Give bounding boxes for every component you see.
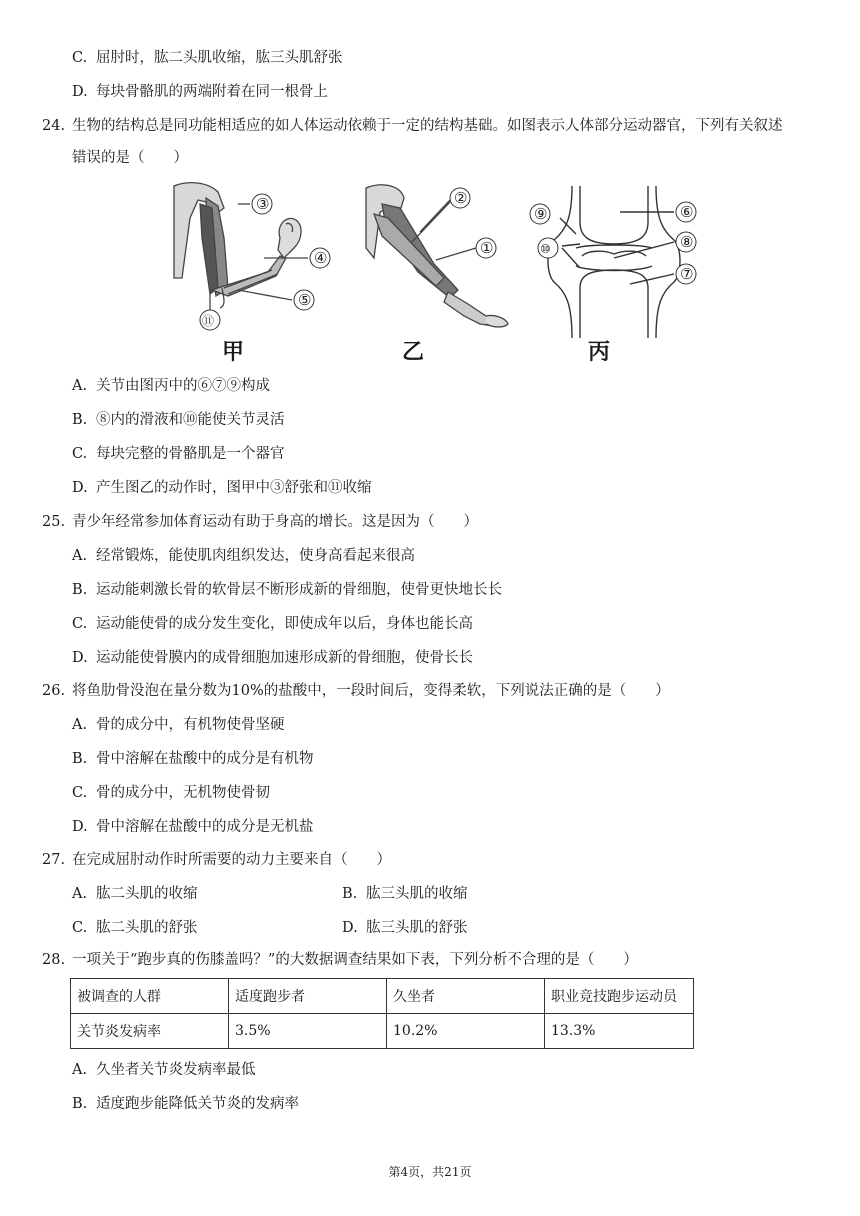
marker-11: ⑪ bbox=[202, 314, 215, 328]
marker-4: ④ bbox=[314, 249, 328, 267]
option-text: 肱二头肌的收缩 bbox=[96, 886, 198, 902]
table-cell: 3.5% bbox=[229, 1014, 387, 1049]
marker-5: ⑤ bbox=[298, 291, 312, 309]
option-text: 屈肘时，肱二头肌收缩，肱三头肌舒张 bbox=[96, 50, 343, 66]
q24-number: 24. bbox=[42, 118, 66, 134]
option-letter: C. bbox=[72, 446, 88, 462]
q26-option-b bbox=[72, 749, 314, 769]
q24-figure bbox=[168, 178, 698, 373]
option-text: 肱二头肌的舒张 bbox=[96, 920, 198, 936]
panel-label-jia: 甲 bbox=[222, 340, 245, 365]
option-letter: C. bbox=[72, 616, 88, 632]
option-text: 久坐者关节炎发病率最低 bbox=[96, 1062, 256, 1078]
q25-number: 25. bbox=[42, 514, 66, 530]
q27-stem: 在完成屈肘动作时所需要的动力主要来自（ ） bbox=[72, 852, 391, 868]
option-text: 肱三头肌的舒张 bbox=[366, 920, 468, 936]
table-cell: 关节炎发病率 bbox=[71, 1014, 229, 1049]
option-text: 骨的成分中，有机物使骨坚硬 bbox=[96, 717, 285, 733]
marker-2: ② bbox=[454, 189, 468, 207]
table-cell: 被调查的人群 bbox=[71, 979, 229, 1014]
q26-option-a bbox=[72, 715, 285, 735]
option-text: 每块完整的骨骼肌是一个器官 bbox=[96, 446, 285, 462]
q26-number: 26. bbox=[42, 683, 66, 699]
anatomy-figure-svg bbox=[168, 178, 698, 373]
option-text: 运动能使骨的成分发生变化，即使成年以后，身体也能长高 bbox=[96, 616, 473, 632]
option-text: ⑧内的滑液和⑩能使关节灵活 bbox=[96, 412, 285, 428]
q25-option-b bbox=[72, 580, 502, 600]
panel-jia-drawing bbox=[174, 183, 308, 312]
q25-stem: 青少年经常参加体育运动有助于身高的增长。这是因为（ ） bbox=[72, 514, 478, 530]
option-letter: A. bbox=[72, 548, 88, 564]
q28-data-table bbox=[70, 978, 694, 1049]
q28-option-b bbox=[72, 1094, 299, 1114]
marker-6: ⑥ bbox=[680, 203, 694, 221]
option-letter: B. bbox=[72, 412, 88, 428]
option-letter: A. bbox=[72, 717, 88, 733]
q28-number: 28. bbox=[42, 952, 66, 968]
marker-1: ① bbox=[480, 239, 494, 257]
q24-option-c bbox=[72, 444, 285, 464]
option-text: 骨的成分中，无机物使骨韧 bbox=[96, 785, 270, 801]
q25-option-d bbox=[72, 648, 473, 668]
option-text: 肱三头肌的收缩 bbox=[366, 886, 468, 902]
option-letter: A. bbox=[72, 378, 88, 394]
marker-3: ③ bbox=[256, 195, 270, 213]
q28-stem: 一项关于“跑步真的伤膝盖吗？”的大数据调查结果如下表，下列分析不合理的是（ ） bbox=[72, 952, 638, 968]
option-letter: B. bbox=[72, 1096, 88, 1112]
option-text: 运动能使骨膜内的成骨细胞加速形成新的骨细胞，使骨长长 bbox=[96, 650, 473, 666]
q25-option-c bbox=[72, 614, 473, 634]
option-text: 运动能刺激长骨的软骨层不断形成新的骨细胞，使骨更快地长长 bbox=[96, 582, 502, 598]
table-cell: 职业竞技跑步运动员 bbox=[545, 979, 694, 1014]
q25-option-a bbox=[72, 546, 415, 566]
q23-option-d bbox=[72, 82, 328, 102]
table-row bbox=[71, 1014, 694, 1049]
q26-stem: 将鱼肋骨没泡在量分数为10%的盐酸中，一段时间后，变得柔软，下列说法正确的是（ ） bbox=[72, 683, 670, 699]
option-text: 每块骨骼肌的两端附着在同一根骨上 bbox=[96, 84, 328, 100]
option-letter: B. bbox=[72, 582, 88, 598]
option-text: 关节由图丙中的⑥⑦⑨构成 bbox=[96, 378, 270, 394]
table-cell: 10.2% bbox=[387, 1014, 545, 1049]
q26-option-d bbox=[72, 817, 314, 837]
panel-label-bing: 丙 bbox=[588, 340, 611, 365]
q23-option-c bbox=[72, 48, 343, 68]
q24-stem-line2: 错误的是（ ） bbox=[72, 150, 188, 166]
option-letter: D. bbox=[342, 920, 358, 936]
q28-option-a bbox=[72, 1060, 256, 1080]
marker-8: ⑧ bbox=[680, 233, 694, 251]
panel-bing-drawing bbox=[548, 186, 680, 338]
option-letter: C. bbox=[72, 920, 88, 936]
table-cell: 适度跑步者 bbox=[229, 979, 387, 1014]
q27-option-c bbox=[72, 918, 198, 938]
table-cell: 久坐者 bbox=[387, 979, 545, 1014]
table-header-row bbox=[71, 979, 694, 1014]
option-letter: D. bbox=[72, 480, 88, 496]
option-letter: B. bbox=[72, 751, 88, 767]
option-letter: A. bbox=[72, 1062, 88, 1078]
marker-10: ⑩ bbox=[540, 242, 551, 256]
marker-7: ⑦ bbox=[680, 265, 694, 283]
q27-option-d bbox=[342, 918, 468, 938]
panel-yi-markers bbox=[450, 188, 496, 258]
q26-option-c bbox=[72, 783, 270, 803]
option-letter: D. bbox=[72, 650, 88, 666]
marker-9: ⑨ bbox=[534, 205, 548, 223]
option-text: 适度跑步能降低关节炎的发病率 bbox=[96, 1096, 299, 1112]
option-letter: D. bbox=[72, 84, 88, 100]
option-letter: C. bbox=[72, 785, 88, 801]
q24-stem-line1: 生物的结构总是同功能相适应的如人体运动依赖于一定的结构基础。如图表示人体部分运动器官，下列有关叙述 bbox=[72, 118, 783, 134]
option-letter: C. bbox=[72, 50, 88, 66]
option-text: 骨中溶解在盐酸中的成分是有机物 bbox=[96, 751, 314, 767]
option-letter: B. bbox=[342, 886, 358, 902]
table-cell: 13.3% bbox=[545, 1014, 694, 1049]
page-footer: 第4页，共21页 bbox=[388, 1165, 472, 1179]
option-text: 产生图乙的动作时，图甲中③舒张和⑪收缩 bbox=[96, 480, 372, 496]
q27-option-b bbox=[342, 884, 468, 904]
option-letter: A. bbox=[72, 886, 88, 902]
panel-label-yi: 乙 bbox=[402, 340, 425, 365]
q24-option-d bbox=[72, 478, 372, 498]
q27-number: 27. bbox=[42, 852, 66, 868]
option-letter: D. bbox=[72, 819, 88, 835]
q24-option-b bbox=[72, 410, 285, 430]
option-text: 经常锻炼，能使肌肉组织发达，使身高看起来很高 bbox=[96, 548, 415, 564]
option-text: 骨中溶解在盐酸中的成分是无机盐 bbox=[96, 819, 314, 835]
q27-option-a bbox=[72, 884, 198, 904]
q24-option-a bbox=[72, 376, 270, 396]
